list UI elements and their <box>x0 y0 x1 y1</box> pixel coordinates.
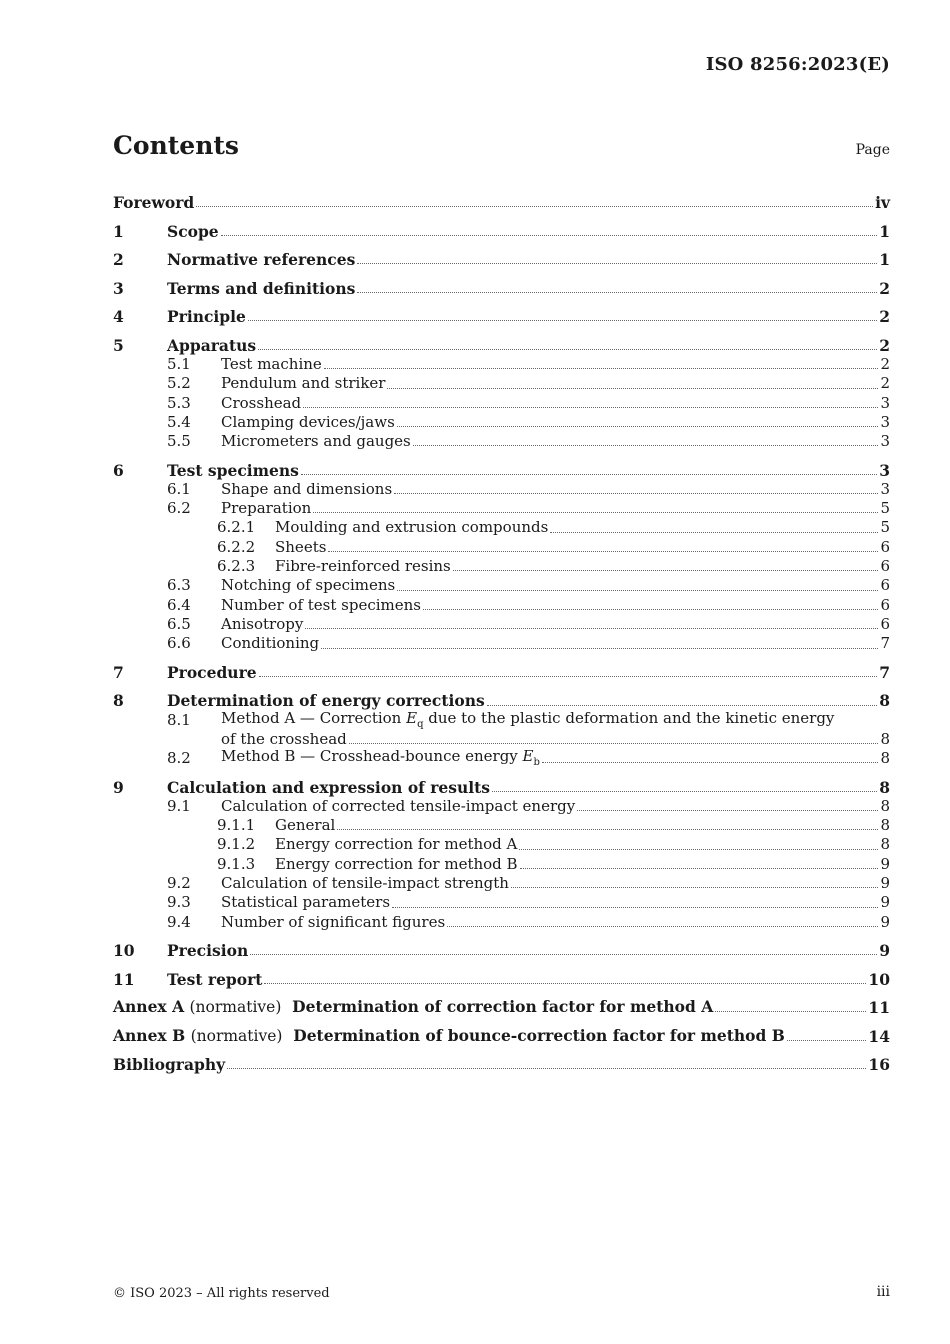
toc-entry[interactable] <box>113 576 890 595</box>
toc-entry[interactable] <box>113 355 890 374</box>
dot-leader <box>394 492 878 494</box>
document-id: ISO 8256:2023(E) <box>705 54 890 75</box>
annex-type: (normative) <box>190 1026 283 1045</box>
toc-entry[interactable] <box>113 538 890 557</box>
dot-leader <box>787 1039 867 1041</box>
toc-entry-number: 6.3 <box>167 576 191 595</box>
toc-entry-number: 7 <box>113 662 124 682</box>
toc-page-number: 3 <box>880 393 890 412</box>
dot-leader <box>357 291 877 293</box>
toc-entry-title: Test specimens <box>167 460 299 480</box>
toc-entry[interactable] <box>113 835 890 854</box>
toc-entry-number: 1 <box>113 221 124 241</box>
toc-page-number: 8 <box>879 691 890 711</box>
dot-leader <box>487 704 877 706</box>
dot-leader <box>349 742 879 744</box>
toc-entry[interactable] <box>113 222 890 241</box>
toc-entry-number: 8.2 <box>167 749 191 768</box>
toc-entry-title: Shape and dimensions <box>221 479 393 498</box>
dot-leader <box>324 367 879 369</box>
toc-page-number: 3 <box>880 432 890 451</box>
toc-title-text: due to the plastic deformation and the kinetic energy <box>423 708 835 727</box>
toc-entry-number: 8 <box>113 691 124 711</box>
copyright-notice: © ISO 2023 – All rights reserved <box>113 1286 330 1301</box>
toc-page-number: 9 <box>879 941 890 961</box>
toc-page-number: 5 <box>880 499 890 518</box>
toc-entry[interactable] <box>113 941 890 960</box>
toc-page-number: iv <box>875 193 890 213</box>
toc-page-number: 2 <box>879 307 890 327</box>
energy-symbol-subscript: q <box>417 718 424 730</box>
toc-entry-title <box>113 1026 785 1046</box>
toc-entry-number: 6.6 <box>167 634 191 653</box>
toc-entry-number: 5.5 <box>167 432 191 451</box>
toc-page-number: 14 <box>868 1026 890 1046</box>
toc-page-number: 9 <box>880 874 890 893</box>
dot-leader <box>258 348 877 350</box>
toc-entry-number: 5.1 <box>167 354 191 373</box>
toc-entry[interactable] <box>113 1027 890 1046</box>
toc-entry-number: 6.5 <box>167 614 191 633</box>
toc-page-number: 3 <box>880 479 890 498</box>
toc-page-number: 3 <box>880 412 890 431</box>
toc-entry[interactable] <box>113 394 890 413</box>
dot-leader <box>392 906 878 908</box>
toc-entry[interactable] <box>113 797 890 816</box>
toc-entry[interactable] <box>113 998 890 1017</box>
toc-entry[interactable] <box>113 279 890 298</box>
toc-entry-title: Anisotropy <box>221 614 304 633</box>
toc-entry-title <box>113 997 713 1017</box>
dot-leader <box>264 982 866 984</box>
toc-entry-title <box>221 709 834 730</box>
toc-page-number: 6 <box>880 595 890 614</box>
toc-entry-title: Conditioning <box>221 634 320 653</box>
toc-entry-title: Apparatus <box>167 335 257 355</box>
dot-leader <box>387 387 878 389</box>
toc-entry-title: of the crosshead <box>221 729 347 748</box>
dot-leader <box>423 608 878 610</box>
dot-leader <box>447 925 878 927</box>
page-number: iii <box>876 1284 890 1300</box>
toc-entry-title: Test report <box>167 969 263 989</box>
toc-entry[interactable] <box>113 336 890 355</box>
toc-entry-number: 6.2 <box>167 499 191 518</box>
toc-page-number: 8 <box>880 816 890 835</box>
toc-entry-number: 6.2.3 <box>217 557 256 576</box>
toc-entry-title: Precision <box>167 941 249 961</box>
toc-entry-number: 9 <box>113 777 124 797</box>
dot-leader <box>259 675 878 677</box>
toc-page-number: 9 <box>880 854 890 873</box>
dot-leader <box>836 724 888 725</box>
toc-entry-title: General <box>275 816 336 835</box>
contents-title: Contents <box>113 131 240 160</box>
toc-entry-number: 11 <box>113 969 135 989</box>
toc-entry[interactable] <box>113 778 890 797</box>
dot-leader <box>328 550 878 552</box>
annex-title: Determination of correction factor for method A <box>292 997 714 1017</box>
dot-leader <box>413 444 879 446</box>
toc-entry-title: Procedure <box>167 662 257 682</box>
toc-page-number: 2 <box>880 354 890 373</box>
dot-leader <box>577 809 878 811</box>
energy-symbol-subscript: b <box>533 757 540 769</box>
toc-entry-number: 9.2 <box>167 874 191 893</box>
toc-entry[interactable] <box>113 307 890 326</box>
toc-page-number: 8 <box>880 796 890 815</box>
dot-leader <box>520 867 879 869</box>
toc-entry-number: 5.3 <box>167 393 191 412</box>
toc-page-number: 6 <box>880 557 890 576</box>
dot-leader <box>321 647 878 649</box>
toc-entry-title: Terms and definitions <box>167 278 356 298</box>
toc-entry[interactable] <box>113 855 890 874</box>
toc-page-number: 7 <box>879 662 890 682</box>
toc-entry[interactable] <box>113 874 890 893</box>
toc-entry[interactable] <box>113 749 890 768</box>
toc-entry-title: Sheets <box>275 537 327 556</box>
toc-entry-number: 6.4 <box>167 595 191 614</box>
toc-entry-number: 9.1.2 <box>217 835 256 854</box>
toc-entry[interactable] <box>113 461 890 480</box>
toc-entry-number: 6.2.2 <box>217 537 256 556</box>
toc-entry[interactable] <box>113 499 890 518</box>
toc-entry-title: Calculation and expression of results <box>167 777 491 797</box>
annex-type: (normative) <box>189 998 282 1017</box>
toc-entry-number: 9.1.3 <box>217 854 256 873</box>
toc-page-number: 5 <box>880 518 890 537</box>
toc-entry-number: 9.1 <box>167 796 191 815</box>
toc-entry-title <box>221 747 540 768</box>
toc-entry[interactable] <box>113 708 890 730</box>
toc-entry-number: 6.2.1 <box>217 518 256 537</box>
toc-page-number: 8 <box>880 729 890 748</box>
toc-entry-title: Crosshead <box>221 393 302 412</box>
dot-leader <box>357 262 877 264</box>
toc-entry[interactable] <box>113 518 890 537</box>
toc-entry[interactable] <box>113 596 890 615</box>
toc-entry-title: Determination of energy corrections <box>167 691 485 711</box>
toc-entry-number: 5 <box>113 335 124 355</box>
toc-entry-number: 10 <box>113 941 135 961</box>
toc-page-number: 7 <box>880 634 890 653</box>
toc-entry-title: Calculation of tensile-impact strength <box>221 874 509 893</box>
toc-entry-title: Calculation of corrected tensile-impact energy <box>221 796 576 815</box>
toc-page-number: 10 <box>868 969 890 989</box>
toc-entry[interactable] <box>113 1055 890 1074</box>
dot-leader <box>227 1067 866 1069</box>
toc-entry[interactable] <box>113 970 890 989</box>
toc-entry[interactable] <box>113 413 890 432</box>
toc-entry-number: 2 <box>113 250 124 270</box>
toc-entry[interactable] <box>113 480 890 499</box>
page-column-header: Page <box>855 142 890 158</box>
dot-leader <box>248 319 877 321</box>
toc-entry-number: 4 <box>113 307 124 327</box>
toc-entry-number: 8.1 <box>167 710 191 729</box>
toc-entry[interactable] <box>113 893 890 912</box>
toc-page-number: 3 <box>879 460 890 480</box>
toc-entry-title: Bibliography <box>113 1055 226 1075</box>
toc-entry-number: 6 <box>113 460 124 480</box>
energy-symbol: $E_q$ <box>406 708 424 730</box>
toc-page-number: 16 <box>868 1055 890 1075</box>
toc-entry-number: 5.4 <box>167 412 191 431</box>
toc-page-number: 2 <box>880 374 890 393</box>
toc-entry-number: 6.1 <box>167 479 191 498</box>
toc-entry-title: Test machine <box>221 354 322 373</box>
toc-entry-number: 3 <box>113 278 124 298</box>
toc-page-number: 11 <box>868 998 890 1018</box>
dot-leader <box>303 406 878 408</box>
toc-entry-title: Preparation <box>221 499 312 518</box>
toc-page-number: 1 <box>879 221 890 241</box>
toc-entry-title: Moulding and extrusion compounds <box>275 518 549 537</box>
annex-title: Determination of bounce-correction factor for method B <box>293 1025 785 1045</box>
toc-entry[interactable] <box>113 913 890 932</box>
toc-page-number: 8 <box>880 835 890 854</box>
toc-title-text: Method B — Crosshead-bounce energy <box>221 747 523 766</box>
toc-entry[interactable] <box>113 557 890 576</box>
annex-label: Annex B <box>113 1025 186 1045</box>
dot-leader <box>250 953 877 955</box>
toc-entry-title: Fibre-reinforced resins <box>275 557 451 576</box>
dot-leader <box>196 205 873 207</box>
toc-page-number: 9 <box>880 893 890 912</box>
energy-symbol: $E_b$ <box>522 747 540 769</box>
toc-page-number: 2 <box>879 278 890 298</box>
dot-leader <box>397 589 878 591</box>
toc-entry-title: Energy correction for method A <box>275 835 518 854</box>
dot-leader <box>453 569 879 571</box>
toc-page-number: 1 <box>879 250 890 270</box>
dot-leader <box>511 886 879 888</box>
dot-leader <box>715 1010 866 1012</box>
toc-entry-number: 9.3 <box>167 893 191 912</box>
toc-entry-title: Number of significant figures <box>221 912 446 931</box>
toc-entry-title: Energy correction for method B <box>275 854 518 873</box>
toc-entry-title: Pendulum and striker <box>221 374 386 393</box>
toc-entry[interactable] <box>113 250 890 269</box>
toc-entry[interactable] <box>113 193 890 212</box>
toc-page-number: 2 <box>879 335 890 355</box>
dot-leader <box>221 234 878 236</box>
toc-entry-title: Normative references <box>167 250 356 270</box>
table-of-contents <box>113 184 890 1074</box>
toc-title-text: Method A — Correction <box>221 708 407 727</box>
toc-page-number: 9 <box>880 912 890 931</box>
toc-entry-title: Number of test specimens <box>221 595 422 614</box>
toc-page-number: 6 <box>880 576 890 595</box>
dot-leader <box>313 511 878 513</box>
toc-entry-title: Scope <box>167 221 219 241</box>
toc-page-number: 8 <box>880 749 890 768</box>
toc-entry-title: Micrometers and gauges <box>221 432 411 451</box>
dot-leader <box>337 828 878 830</box>
dot-leader <box>519 848 878 850</box>
toc-entry[interactable] <box>113 615 890 634</box>
toc-entry-number: 9.1.1 <box>217 816 256 835</box>
toc-entry[interactable] <box>113 816 890 835</box>
toc-entry[interactable] <box>113 432 890 451</box>
toc-page-number: 6 <box>880 537 890 556</box>
toc-entry-number: 9.4 <box>167 912 191 931</box>
toc-entry-title: Principle <box>167 307 246 327</box>
annex-label: Annex A <box>113 997 185 1017</box>
toc-entry[interactable] <box>113 374 890 393</box>
toc-entry-title: Foreword <box>113 193 195 213</box>
toc-entry-title: Clamping devices/jaws <box>221 412 395 431</box>
toc-entry-number: 5.2 <box>167 374 191 393</box>
toc-entry-title: Notching of specimens <box>221 576 396 595</box>
dot-leader <box>301 473 877 475</box>
dot-leader <box>397 425 879 427</box>
toc-entry[interactable] <box>113 634 890 653</box>
toc-page-number: 8 <box>879 777 890 797</box>
dot-leader <box>492 790 877 792</box>
toc-entry[interactable] <box>113 663 890 682</box>
dot-leader <box>550 531 878 533</box>
toc-entry-title: Statistical parameters <box>221 893 391 912</box>
dot-leader <box>542 761 879 763</box>
toc-page-number: 6 <box>880 614 890 633</box>
dot-leader <box>305 627 878 629</box>
